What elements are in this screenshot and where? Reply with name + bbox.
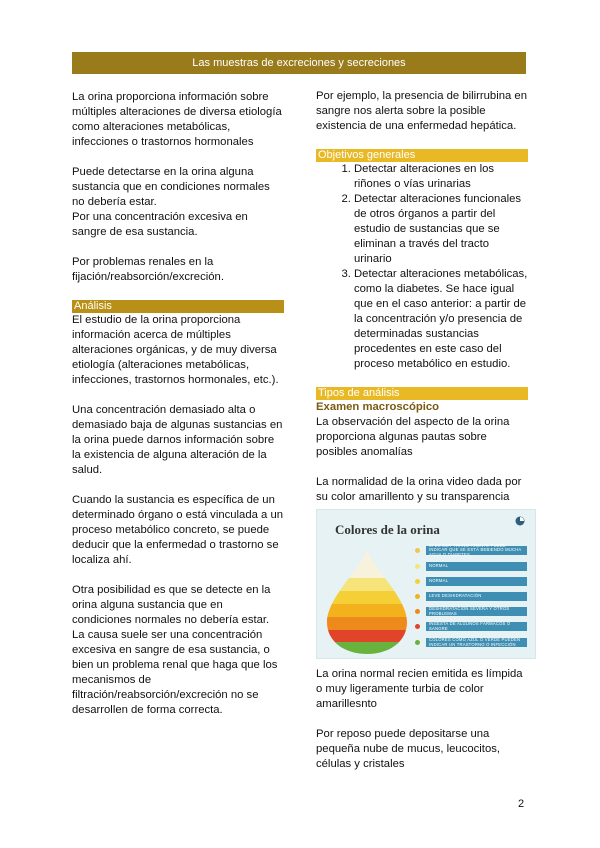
legend-item	[415, 592, 527, 601]
legend-label: INGESTA DE ALGUNOS FÁRMACOS O SANGRE	[426, 622, 527, 631]
list-item: 3. Detectar alteraciones metabólicas, como la diabetes. Se hace igual que en el caso anterior: a partir de la concentración y/o presencia de determinadas sustancias procedentes en este caso del proceso metabólico en estudio.	[354, 267, 528, 372]
legend-label: NORMAL	[426, 562, 527, 571]
paragraph: Otra posibilidad es que se detecte en la orina alguna sustancia que en condiciones normales no debería estar. La causa suele ser una concentración excesiva en sangre de esa sustancia, o bien un problema renal que haga que los mecanismos de filtración/reabsorción/excreción no se desarrollen de forma correcta.	[72, 584, 278, 716]
list-item: 1. Detectar alteraciones en los riñones o vías urinarias	[354, 162, 528, 192]
section-header-objetivos: Objetivos generales	[316, 149, 528, 162]
logo-icon	[515, 516, 525, 526]
urine-drop-graphic	[323, 548, 411, 656]
legend-item	[415, 607, 527, 616]
legend-item	[415, 577, 527, 586]
legend-label: SI ES MUY TRANSPARENTE PUEDE INDICAR QUE SE ESTÁ BEBIENDO MUCHA AGUA O DIABETES	[426, 546, 527, 555]
paragraph: Una concentración demasiado alta o demasiado baja de algunas sustancias en la orina puede darnos información sobre la existencia de alguna alteración de la salud.	[72, 404, 283, 476]
paragraph: La orina normal recien emitida es límpida o muy ligeramente turbia de color amarillesnto	[316, 668, 523, 710]
legend-swatch	[415, 624, 420, 629]
legend-label: DESHIDRATACIÓN SEVERA Y OTROS PROBLEMAS	[426, 607, 527, 616]
legend-label: COLORES COMO AZUL O VERDE PUEDEN INDICAR UN TRASTORNO O INFECCIÓN	[426, 638, 527, 647]
paragraph: Por reposo puede depositarse una pequeña nube de mucus, leucocitos, células y cristales	[316, 728, 501, 770]
list-item: 2. Detectar alteraciones funcionales de otros órganos a partir del estudio de sustancias que se eliminan a través del tracto urinario	[354, 192, 528, 267]
page-number: 2	[518, 798, 525, 810]
section-header-analisis: Análisis	[72, 300, 284, 313]
paragraph: Cuando la sustancia es específica de un determinado órgano o está vinculada a un proceso metabólico concreto, se puede deducir que la enfermedad o trastorno se localiza ahí.	[72, 494, 284, 566]
paragraph: Puede detectarse en la orina alguna sustancia que en condiciones normales no debería estar.	[72, 166, 270, 208]
paragraph: Por ejemplo, la presencia de bilirrubina en sangre nos alerta sobre la posible existencia de una enfermedad hepática.	[316, 90, 527, 132]
subheading-examen: Examen macroscópico	[316, 401, 440, 413]
paragraph: Por una concentración excesiva en sangre de esa sustancia.	[72, 211, 248, 238]
paragraph: El estudio de la orina proporciona información acerca de múltiples alteraciones orgánicas, y de muy diversa etiología (alteraciones metabólicas, infecciones, trastornos hormonales, etc.).	[72, 314, 279, 386]
paragraph: La orina proporciona información sobre múltiples alteraciones de diversa etiología como alteraciones metabólicas, infecciones o trastornos hormonales	[72, 91, 282, 148]
legend-swatch	[415, 579, 420, 584]
legend-label: LEVE DESHIDRATACIÓN	[426, 592, 527, 601]
legend-swatch	[415, 548, 420, 553]
objectives-list	[316, 162, 528, 372]
legend-item	[415, 622, 527, 631]
section-banner: Las muestras de excreciones y secreciones	[72, 52, 526, 74]
urine-colors-figure	[316, 509, 536, 659]
legend-swatch	[415, 594, 420, 599]
paragraph: Por problemas renales en la fijación/reabsorción/excreción.	[72, 256, 224, 283]
legend-swatch	[415, 640, 420, 645]
legend-swatch	[415, 564, 420, 569]
legend-label: NORMAL	[426, 577, 527, 586]
legend-item	[415, 542, 527, 557]
figure-title: Colores de la orina	[335, 522, 440, 537]
right-column	[316, 89, 528, 787]
legend-swatch	[415, 609, 420, 614]
legend-item	[415, 638, 527, 647]
left-column	[72, 90, 284, 733]
paragraph: La normalidad de la orina video dada por su color amarillento y su transparencia	[316, 476, 522, 503]
paragraph: La observación del aspecto de la orina proporciona algunas pautas sobre posibles anomalías	[316, 416, 510, 458]
legend-item	[415, 562, 527, 571]
section-header-tipos: Tipos de análisis	[316, 387, 528, 400]
